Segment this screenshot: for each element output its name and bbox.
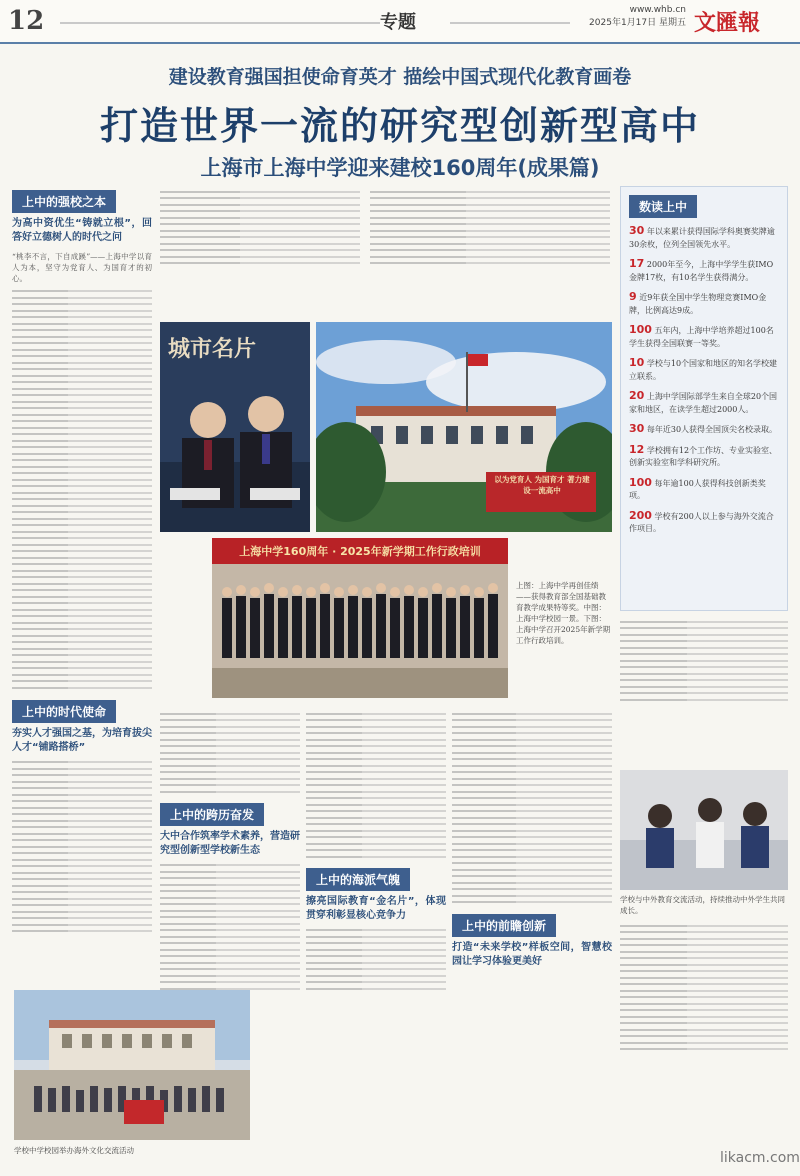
article-column-2 bbox=[160, 186, 360, 316]
body-text-lines bbox=[306, 713, 446, 858]
paper-info bbox=[566, 4, 686, 30]
kicker: 建设教育强国担使命育英才 描绘中国式现代化教育画卷 bbox=[168, 66, 632, 88]
page-subtitle: 上海市上海中学迎来建校160周年(成果篇) bbox=[200, 156, 600, 180]
fact-item: 17 2000年至今，上海中学学生获IMO金牌17枚，有10名学生获得满分。 bbox=[629, 257, 774, 282]
section-subheading-1: 为高中资优生“铸就立根”，回答好立德树人的时代之问 bbox=[12, 218, 152, 243]
issue-date: 2025年1月17日 星期五 bbox=[589, 18, 686, 28]
fact-item: 200 学校有200人以上参与海外交流合作项目。 bbox=[629, 508, 774, 533]
section-subheading-5: 打造“未来学校”样板空间，智慧校园让学习体验更美好 bbox=[452, 941, 612, 967]
group-photo bbox=[212, 538, 508, 698]
body-text-lines bbox=[160, 864, 300, 990]
article-column-7 bbox=[620, 616, 788, 766]
fact-item: 9 近9年获全国中学生物理竞赛IMO金牌，比例高达9成。 bbox=[629, 290, 767, 315]
article-column-4 bbox=[160, 708, 300, 1148]
body-text-lines bbox=[452, 713, 612, 904]
website: www.whb.cn bbox=[629, 5, 686, 15]
article-column-8 bbox=[620, 920, 788, 1150]
body-text-lines bbox=[370, 191, 610, 265]
article-column-6 bbox=[452, 708, 612, 1148]
facts-title: 数读上中 bbox=[629, 195, 697, 218]
fact-item: 30 每年近30人获得全国顶尖名校录取。 bbox=[629, 422, 778, 435]
fact-item: 10 学校与10个国家和地区的知名学校建立联系。 bbox=[629, 356, 778, 381]
group-photo-banner: 上海中学160周年 · 2025年新学期工作行政培训 bbox=[239, 545, 481, 558]
page-number: 12 bbox=[8, 6, 45, 36]
bottom-photo-caption: 学校中学校园举办海外文化交流活动 bbox=[14, 1146, 134, 1155]
article-column-3 bbox=[370, 186, 610, 316]
article-column-5 bbox=[306, 708, 446, 1148]
body-text-lines bbox=[620, 621, 788, 701]
fact-item: 12 学校拥有12个工作坊、专业实验室、创新实验室和学科研究所。 bbox=[629, 442, 778, 467]
section-subheading-3: 大中合作筑率学术素养，营造研究型创新型学校新生态 bbox=[160, 831, 300, 856]
page-title: 打造世界一流的研究型创新型高中 bbox=[99, 104, 700, 148]
city-card-title: 城市名片 bbox=[168, 337, 257, 362]
section-label: 专题 bbox=[380, 12, 416, 33]
masthead-rule-left bbox=[60, 22, 380, 24]
city-card-photo bbox=[160, 322, 310, 532]
fact-item: 30 年以来累计获得国际学科奥赛奖牌逾30余枚，位列全国领先水平。 bbox=[629, 224, 775, 249]
campus-plaque: 以为党育人 为国育才 著力建设一流高中 bbox=[494, 475, 590, 495]
campus-building-photo bbox=[316, 322, 612, 532]
masthead bbox=[0, 0, 800, 44]
watermark: likacm.com bbox=[720, 1150, 800, 1166]
body-text-lines bbox=[620, 925, 788, 1051]
brand-logo: 文匯報 bbox=[694, 10, 761, 36]
students-photo bbox=[620, 770, 788, 890]
fact-item: 20 上海中学国际部学生来自全球20个国家和地区，在读学生超过2000人。 bbox=[629, 389, 778, 414]
article-column-1 bbox=[12, 190, 152, 690]
masthead-rule-right bbox=[450, 22, 570, 24]
students-photo-caption: 学校与中外教育交流活动，持续推动中外学生共同成长。 bbox=[620, 895, 785, 915]
fact-item: 100 每年逾100人获得科技创新类奖项。 bbox=[629, 475, 766, 500]
section-heading-5: 上中的前瞻创新 bbox=[452, 914, 556, 937]
body-text-lines bbox=[12, 290, 152, 690]
section-heading-4: 上中的海派气魄 bbox=[306, 868, 410, 891]
body-text-lines bbox=[160, 191, 360, 265]
body-text-lines bbox=[306, 929, 446, 990]
article-column-1-lower bbox=[12, 700, 152, 980]
group-photo-caption: 上图：上海中学再创佳绩——获得教育部全国基础教育教学成果特等奖。中图：上海中学校园一景。下图：上海中学召开2025年新学期工作行政培训。 bbox=[516, 581, 611, 645]
body-text-lines bbox=[160, 713, 300, 793]
section-heading-1: 上中的强校之本 bbox=[12, 190, 116, 213]
fact-item: 100 五年内，上海中学培养超过100名学生获得全国联赛一等奖。 bbox=[629, 323, 774, 348]
section-subheading-4: 擦亮国际教育“金名片”，体现贯穿利彰显核心竞争力 bbox=[306, 896, 446, 921]
body-text-lines bbox=[12, 761, 152, 932]
facts-sidebar bbox=[620, 186, 788, 611]
intro-lead: “桃李不言，下自成蹊”——上海中学以育人为本，坚守为党育人、为国育才的初心。 bbox=[12, 252, 152, 283]
section-heading-3: 上中的跨历奋发 bbox=[160, 803, 264, 826]
section-heading-2: 上中的时代使命 bbox=[12, 700, 116, 723]
section-subheading-2: 夯实人才强国之基，为培育拔尖人才“铺路搭桥” bbox=[12, 728, 152, 753]
